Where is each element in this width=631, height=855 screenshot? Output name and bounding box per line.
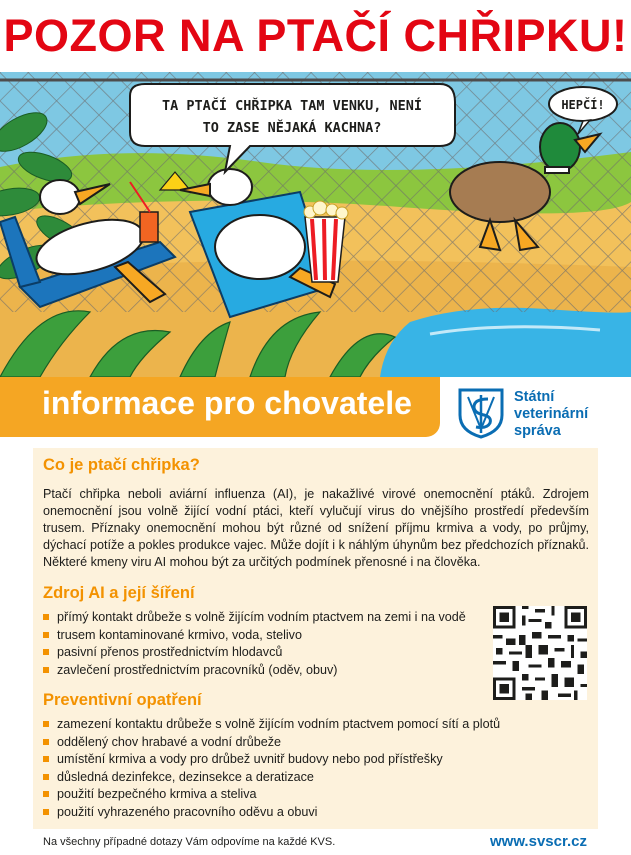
website-link[interactable]: www.svscr.cz [489,833,587,850]
list-item: trusem kontaminované krmivo, voda, stelivo [43,627,466,645]
organization-line2: veterinární [514,406,589,422]
source-list [43,609,466,679]
banner-title: informace pro chovatele [42,385,412,421]
list-item: přímý kontakt drůbeže s volně žijícím vodním ptactvem na zemi i na vodě [43,609,466,627]
speech-bubble-ducks-line1: TA PTAČÍ CHŘIPKA TAM VENKU, NENÍ [161,98,423,114]
list-item: zavlečení prostřednictvím pracovníků (oděv, obuv) [43,662,466,680]
prevention-list [43,716,500,822]
section-paragraph-what-is: Ptačí chřipka neboli aviární influenza (AI), je nakažlivé virové onemocnění ptáků. Zdrojem onemocnění jsou volně žijící vodní ptáci, kteří vylučují virus do vnějšího prostředí především trusem. Příznaky onemocnění mohou být různé od snížení příjmu krmiva a vody, po průjmy, dýchací potíže a pokles produkce vajec. Může dojít i k náhlým úhynům bez předchozích příznaků. Některé kmeny viru AI mohou být za určitých podmínek přenosné i na člověka. [43,487,589,569]
headline: POZOR NA PTAČÍ CHŘIPKU! [3,10,628,61]
list-item: použití bezpečného krmiva a steliva [43,786,500,804]
organization-line1: Státní [514,389,555,405]
speech-bubble-ducks-line2: TO ZASE NĚJAKÁ KACHNA? [202,120,382,136]
organization-line3: správa [514,423,561,439]
cartoon-illustration [0,72,631,377]
section-heading-prevention: Preventivní opatření [43,691,202,709]
section-heading-source: Zdroj AI a její šíření [43,584,195,602]
list-item: zamezení kontaktu drůbeže s volně žijícím vodním ptactvem pomocí sítí a plotů [43,716,500,734]
organization-name [514,389,588,440]
qr-code-icon[interactable] [493,606,587,700]
footer-note: Na všechny případné dotazy Vám odpovíme na každé KVS. [43,836,336,848]
list-item: umístění krmiva a vody pro drůbež uvnitř budovy nebo pod přístřešky [43,751,500,769]
list-item: použití vyhrazeného pracovního oděvu a obuvi [43,804,500,822]
list-item: důsledná dezinfekce, dezinsekce a deratizace [43,769,500,787]
list-item: oddělený chov hrabavé a vodní drůbeže [43,734,500,752]
speech-bubble-mallard: HEPČÍ! [561,98,605,112]
list-item: pasivní přenos prostřednictvím hlodavců [43,644,466,662]
section-heading-what-is: Co je ptačí chřipka? [43,456,200,474]
svs-logo-icon [456,387,506,439]
